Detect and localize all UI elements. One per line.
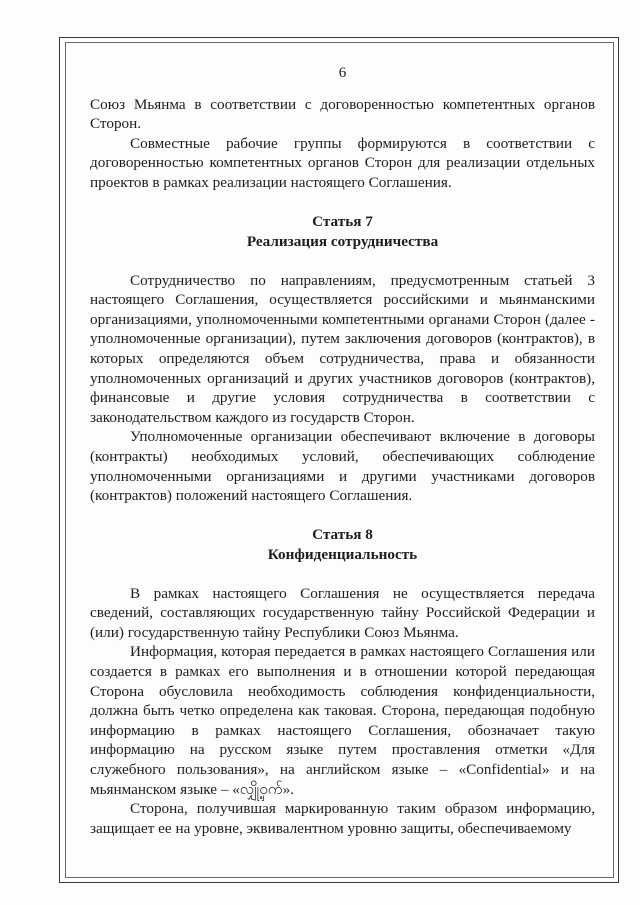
article-7-heading — [90, 212, 595, 252]
paragraph: Совместные рабочие группы формируются в соответствии с договоренностью компетентных органов Сторон для реализации отдельных проектов в рамках реализации настоящего Соглашения. — [90, 134, 595, 191]
page-content — [90, 64, 595, 838]
article-title: Реализация сотрудничества — [246, 232, 439, 250]
article-title: Конфиденциальность — [267, 545, 418, 563]
article-number: Статья 7 — [312, 212, 373, 230]
paragraph-continued: Сторона, получившая маркированную таким образом информацию, защищает ее на уровне, эквивалентном уровню защиты, обеспечиваемому — [90, 800, 595, 837]
paragraph: В рамках настоящего Соглашения не осуществляется передача сведений, составляющих государственную тайну Российской Федерации и (или) государственную тайну Республики Союз Мьянма. — [90, 584, 595, 641]
page-number: 6 — [338, 65, 347, 81]
paragraph-continuation: Союз Мьянма в соответствии с договоренностью компетентных органов Сторон. — [90, 95, 595, 133]
article-number: Статья 8 — [312, 525, 373, 543]
paragraph: Уполномоченные организации обеспечивают включение в договоры (контракты) необходимых условий, обеспечивающих соблюдение уполномоченными организациями и другими участниками договоров (контрактов) положений настоящего Соглашения. — [90, 428, 595, 505]
article-8-heading — [90, 525, 595, 565]
paragraph: Сотрудничество по направлениям, предусмотренным статьей 3 настоящего Соглашения, осуществляется российскими и мьянманскими организациями, уполномоченными компетентными органами Сторон (далее - уполномоченные организации), путем заключения договоров (контрактов), в которых определяются объем сотрудничества, права и обязанности уполномоченных организаций и других участников договоров (контрактов), финансовые и другие условия сотрудничества в соответствии с законодательством каждого из государств Сторон. — [90, 271, 595, 426]
paragraph: Информация, которая передается в рамках настоящего Соглашения или создается в рамках его выполнения и в отношении которой передающая Сторона обусловила необходимость соблюдения конфиденциальности, должна быть четко определена как таковая. Сторона, передающая подобную информацию в рамках настоящего Соглашения, обозначает такую информацию на русском языке путем проставления отметки «Для служебного пользования», на английском языке – «Confidential» и на мьянманском языке – «လျှို့ဝှက်». — [90, 643, 595, 798]
